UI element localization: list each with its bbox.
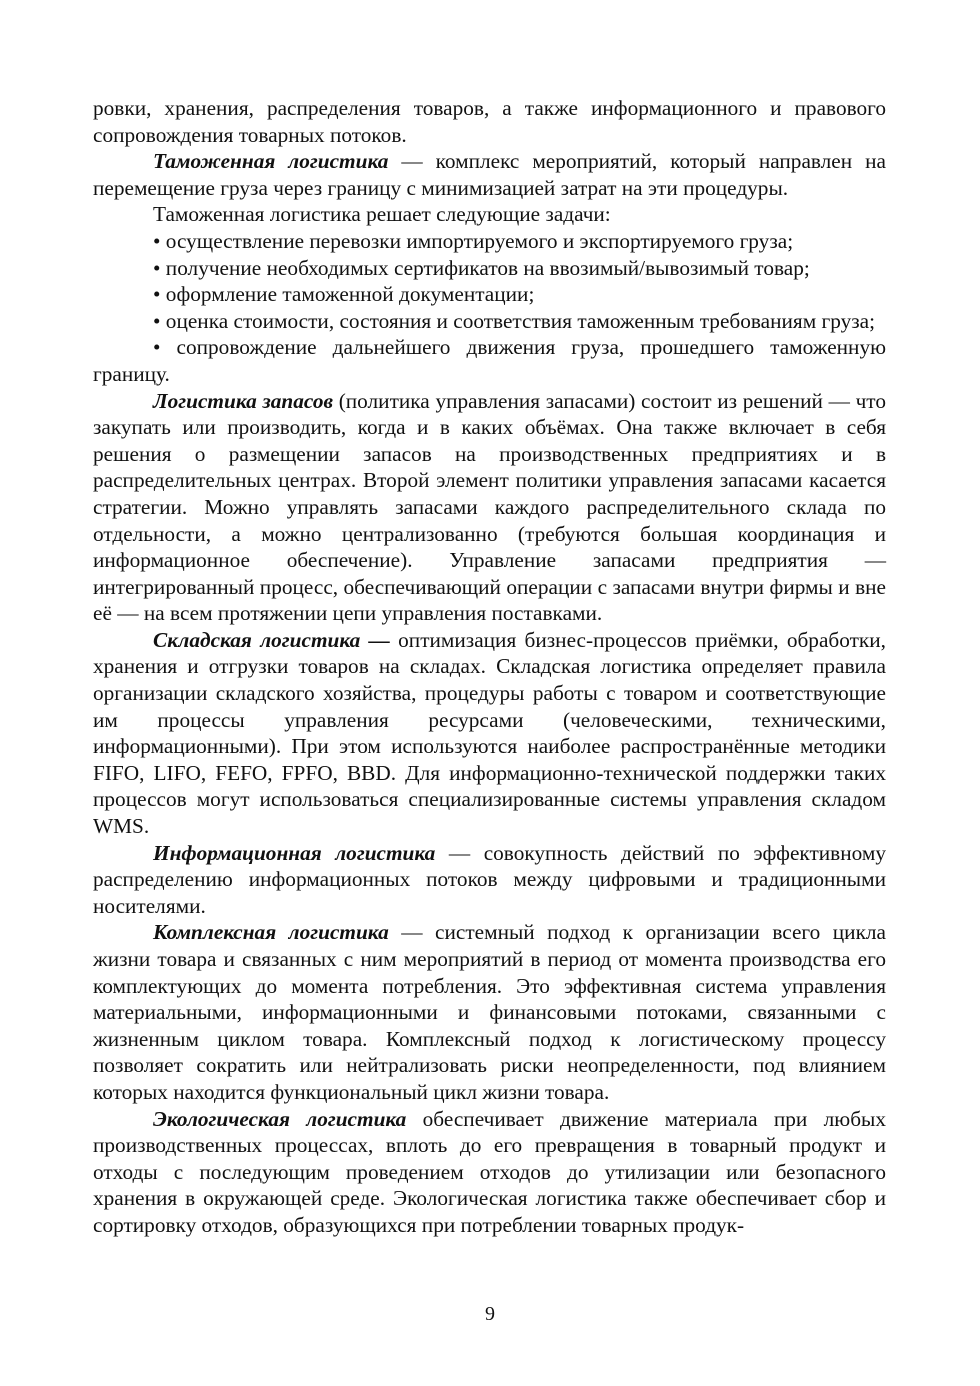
information-logistics-term: Информационная логистика <box>153 840 436 865</box>
customs-tasks-intro: Таможенная логистика решает следующие задачи: <box>153 202 611 227</box>
bullet-item <box>93 281 886 308</box>
warehouse-logistics-paragraph <box>93 627 886 840</box>
ecological-logistics-text: обеспечивает движение материала при любых производственных процессах, вплоть до его превращения в товарный продукт и отходы с последующим проведением отходов до утилизации или безопасного хранения в окружающей среде. Экологическая логистика также обеспечивает сбор и сортировку отходов, образующихся при потреблении товарных продук- <box>93 1106 886 1237</box>
warehouse-logistics-text: оптимизация бизнес-процессов приёмки, обработки, хранения и отгрузки товаров на складах. Складская логистика определяет правила организации складского хозяйства, процедуры работы с товаром и соответствующие им процессы управления ресурсами (человеческими, техническими, информационными). При этом используются наиболее распространённые методики FIFO, LIFO, FEFO, FPFO, BBD. Для информационно-технической поддержки таких процессов могут использоваться специализированные системы управления складом WMS. <box>93 627 886 839</box>
bullet-icon: • <box>153 335 161 360</box>
customs-logistics-paragraph <box>93 148 886 201</box>
page-number: 9 <box>485 1303 495 1325</box>
intro-paragraph: ровки, хранения, распределения товаров, а также информационного и правового сопровождения товарных потоков. <box>93 96 886 147</box>
inventory-logistics-text: (политика управления запасами) состоит из решений — что закупать или производить, когда и в каких объёмах. Она также включает в себя решения о размещении запасов на производственных предприятиях и в распределительных центрах. Второй элемент политики управления запасами касается стратегии. Можно управлять запасами каждого распределительного склада по отдельности, а можно централизованно (требуются большая координация и информационное обеспечение). Управление запасами предприятия — интегрированный процесс, обеспечивающий операции с запасами внутри фирмы и вне её — на всем протяжении цепи управления поставками. <box>93 388 886 626</box>
bullet-icon: • <box>153 228 161 253</box>
bullet-icon: • <box>153 255 161 280</box>
information-logistics-text: — совокупность действий по эффективному распределению информационных потоков между цифровыми и традиционными носителями. <box>93 840 886 918</box>
warehouse-logistics-term: Складская логистика — <box>153 627 390 652</box>
complex-logistics-term: Комплексная логистика <box>153 920 389 945</box>
bullet-text: оценка стоимости, состояния и соответствия таможенным требованиям груза; <box>165 308 876 333</box>
bullet-icon: • <box>153 282 161 307</box>
customs-logistics-definition: — комплекс мероприятий, который направлен на перемещение груза через границу с минимизацией затрат на эти процедуры. <box>93 149 886 200</box>
ecological-logistics-term: Экологическая логистика <box>153 1106 407 1131</box>
inventory-logistics-paragraph <box>93 388 886 627</box>
bullet-icon: • <box>153 308 161 333</box>
information-logistics-paragraph <box>93 840 886 920</box>
bullet-item <box>93 228 886 255</box>
inventory-logistics-term: Логистика запасов <box>153 388 333 413</box>
bullet-item <box>93 334 886 387</box>
bullet-text: получение необходимых сертификатов на ввозимый/вывозимый товар; <box>165 255 810 280</box>
page-body <box>93 95 886 1239</box>
bullet-text: осуществление перевозки импортируемого и экспортируемого груза; <box>165 228 794 253</box>
complex-logistics-text: — системный подход к организации всего цикла жизни товара и связанных с ним мероприятий в период от момента производства его комплектующих до момента потребления. Это эффективная система управления материальными, информационными и финансовыми потоками, связанными с жизненным циклом товара. Комплексный подход к логистическому процессу позволяет сократить или нейтрализовать риски неопределенности, под влиянием которых находится функциональный цикл жизни товара. <box>93 920 887 1104</box>
bullet-text: оформление таможенной документации; <box>165 282 535 307</box>
ecological-logistics-paragraph <box>93 1106 886 1239</box>
bullet-item <box>93 255 886 282</box>
bullet-text: сопровождение дальнейшего движения груза, прошедшего таможенную границу. <box>93 335 887 386</box>
complex-logistics-paragraph <box>93 919 886 1105</box>
customs-logistics-term: Таможенная логистика <box>153 149 389 174</box>
bullet-item <box>93 308 886 335</box>
